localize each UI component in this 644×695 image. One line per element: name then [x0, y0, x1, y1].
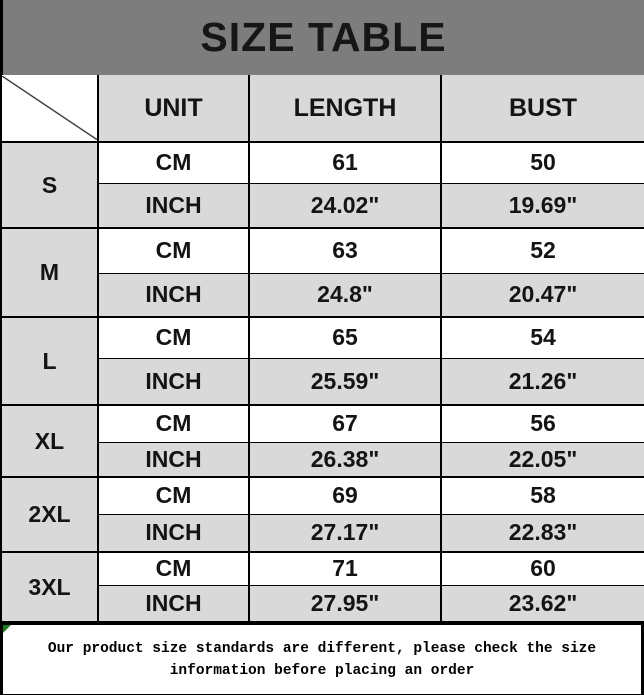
size-label-l: L: [1, 317, 98, 405]
row-3xl-cm: [1, 552, 644, 585]
unit-cm-label: CM: [98, 552, 249, 585]
bust-inch-value: 22.05": [441, 442, 644, 477]
length-inch-value: 27.95": [249, 585, 441, 622]
bust-inch-value: 21.26": [441, 358, 644, 405]
row-s-cm: [1, 142, 644, 183]
bust-inch-value: 20.47": [441, 273, 644, 317]
size-table: [0, 75, 644, 623]
unit-cm-label: CM: [98, 228, 249, 273]
bust-inch-value: 22.83": [441, 514, 644, 552]
unit-cm-label: CM: [98, 317, 249, 358]
row-s-inch: [1, 183, 644, 228]
note-line-1: Our product size standards are different, please check the size: [47, 640, 597, 657]
row-xl-inch: [1, 442, 644, 477]
title-banner: [0, 0, 644, 75]
unit-inch-label: INCH: [98, 585, 249, 622]
diagonal-line: [2, 76, 97, 140]
row-2xl-cm: [1, 477, 644, 514]
bust-cm-value: 58: [441, 477, 644, 514]
unit-inch-label: INCH: [98, 442, 249, 477]
length-cm-value: 69: [249, 477, 441, 514]
column-header-bust: BUST: [441, 75, 644, 142]
column-header-length: LENGTH: [249, 75, 441, 142]
length-cm-value: 71: [249, 552, 441, 585]
bust-inch-value: 19.69": [441, 183, 644, 228]
bust-cm-value: 50: [441, 142, 644, 183]
note-box: [0, 623, 644, 695]
row-l-inch: [1, 358, 644, 405]
corner-diagonal-cell: [1, 75, 98, 142]
unit-inch-label: INCH: [98, 273, 249, 317]
row-3xl-inch: [1, 585, 644, 622]
unit-cm-label: CM: [98, 142, 249, 183]
unit-inch-label: INCH: [98, 358, 249, 405]
bust-cm-value: 56: [441, 405, 644, 442]
unit-cm-label: CM: [98, 477, 249, 514]
length-inch-value: 26.38": [249, 442, 441, 477]
corner-marker-triangle: [3, 625, 11, 633]
bust-inch-value: 23.62": [441, 585, 644, 622]
row-m-inch: [1, 273, 644, 317]
row-m-cm: [1, 228, 644, 273]
column-header-unit: UNIT: [98, 75, 249, 142]
note-line-2: information before placing an order: [169, 662, 475, 679]
unit-cm-label: CM: [98, 405, 249, 442]
length-inch-value: 25.59": [249, 358, 441, 405]
length-cm-value: 67: [249, 405, 441, 442]
row-xl-cm: [1, 405, 644, 442]
page-title: SIZE TABLE: [200, 14, 447, 60]
length-cm-value: 65: [249, 317, 441, 358]
row-2xl-inch: [1, 514, 644, 552]
bust-cm-value: 54: [441, 317, 644, 358]
header-row: [1, 75, 644, 142]
bust-cm-value: 52: [441, 228, 644, 273]
unit-inch-label: INCH: [98, 183, 249, 228]
unit-inch-label: INCH: [98, 514, 249, 552]
size-label-3xl: 3XL: [1, 552, 98, 622]
length-inch-value: 24.8": [249, 273, 441, 317]
size-label-s: S: [1, 142, 98, 228]
size-label-2xl: 2XL: [1, 477, 98, 552]
length-cm-value: 63: [249, 228, 441, 273]
size-label-xl: XL: [1, 405, 98, 477]
length-inch-value: 24.02": [249, 183, 441, 228]
row-l-cm: [1, 317, 644, 358]
length-inch-value: 27.17": [249, 514, 441, 552]
size-label-m: M: [1, 228, 98, 317]
length-cm-value: 61: [249, 142, 441, 183]
bust-cm-value: 60: [441, 552, 644, 585]
